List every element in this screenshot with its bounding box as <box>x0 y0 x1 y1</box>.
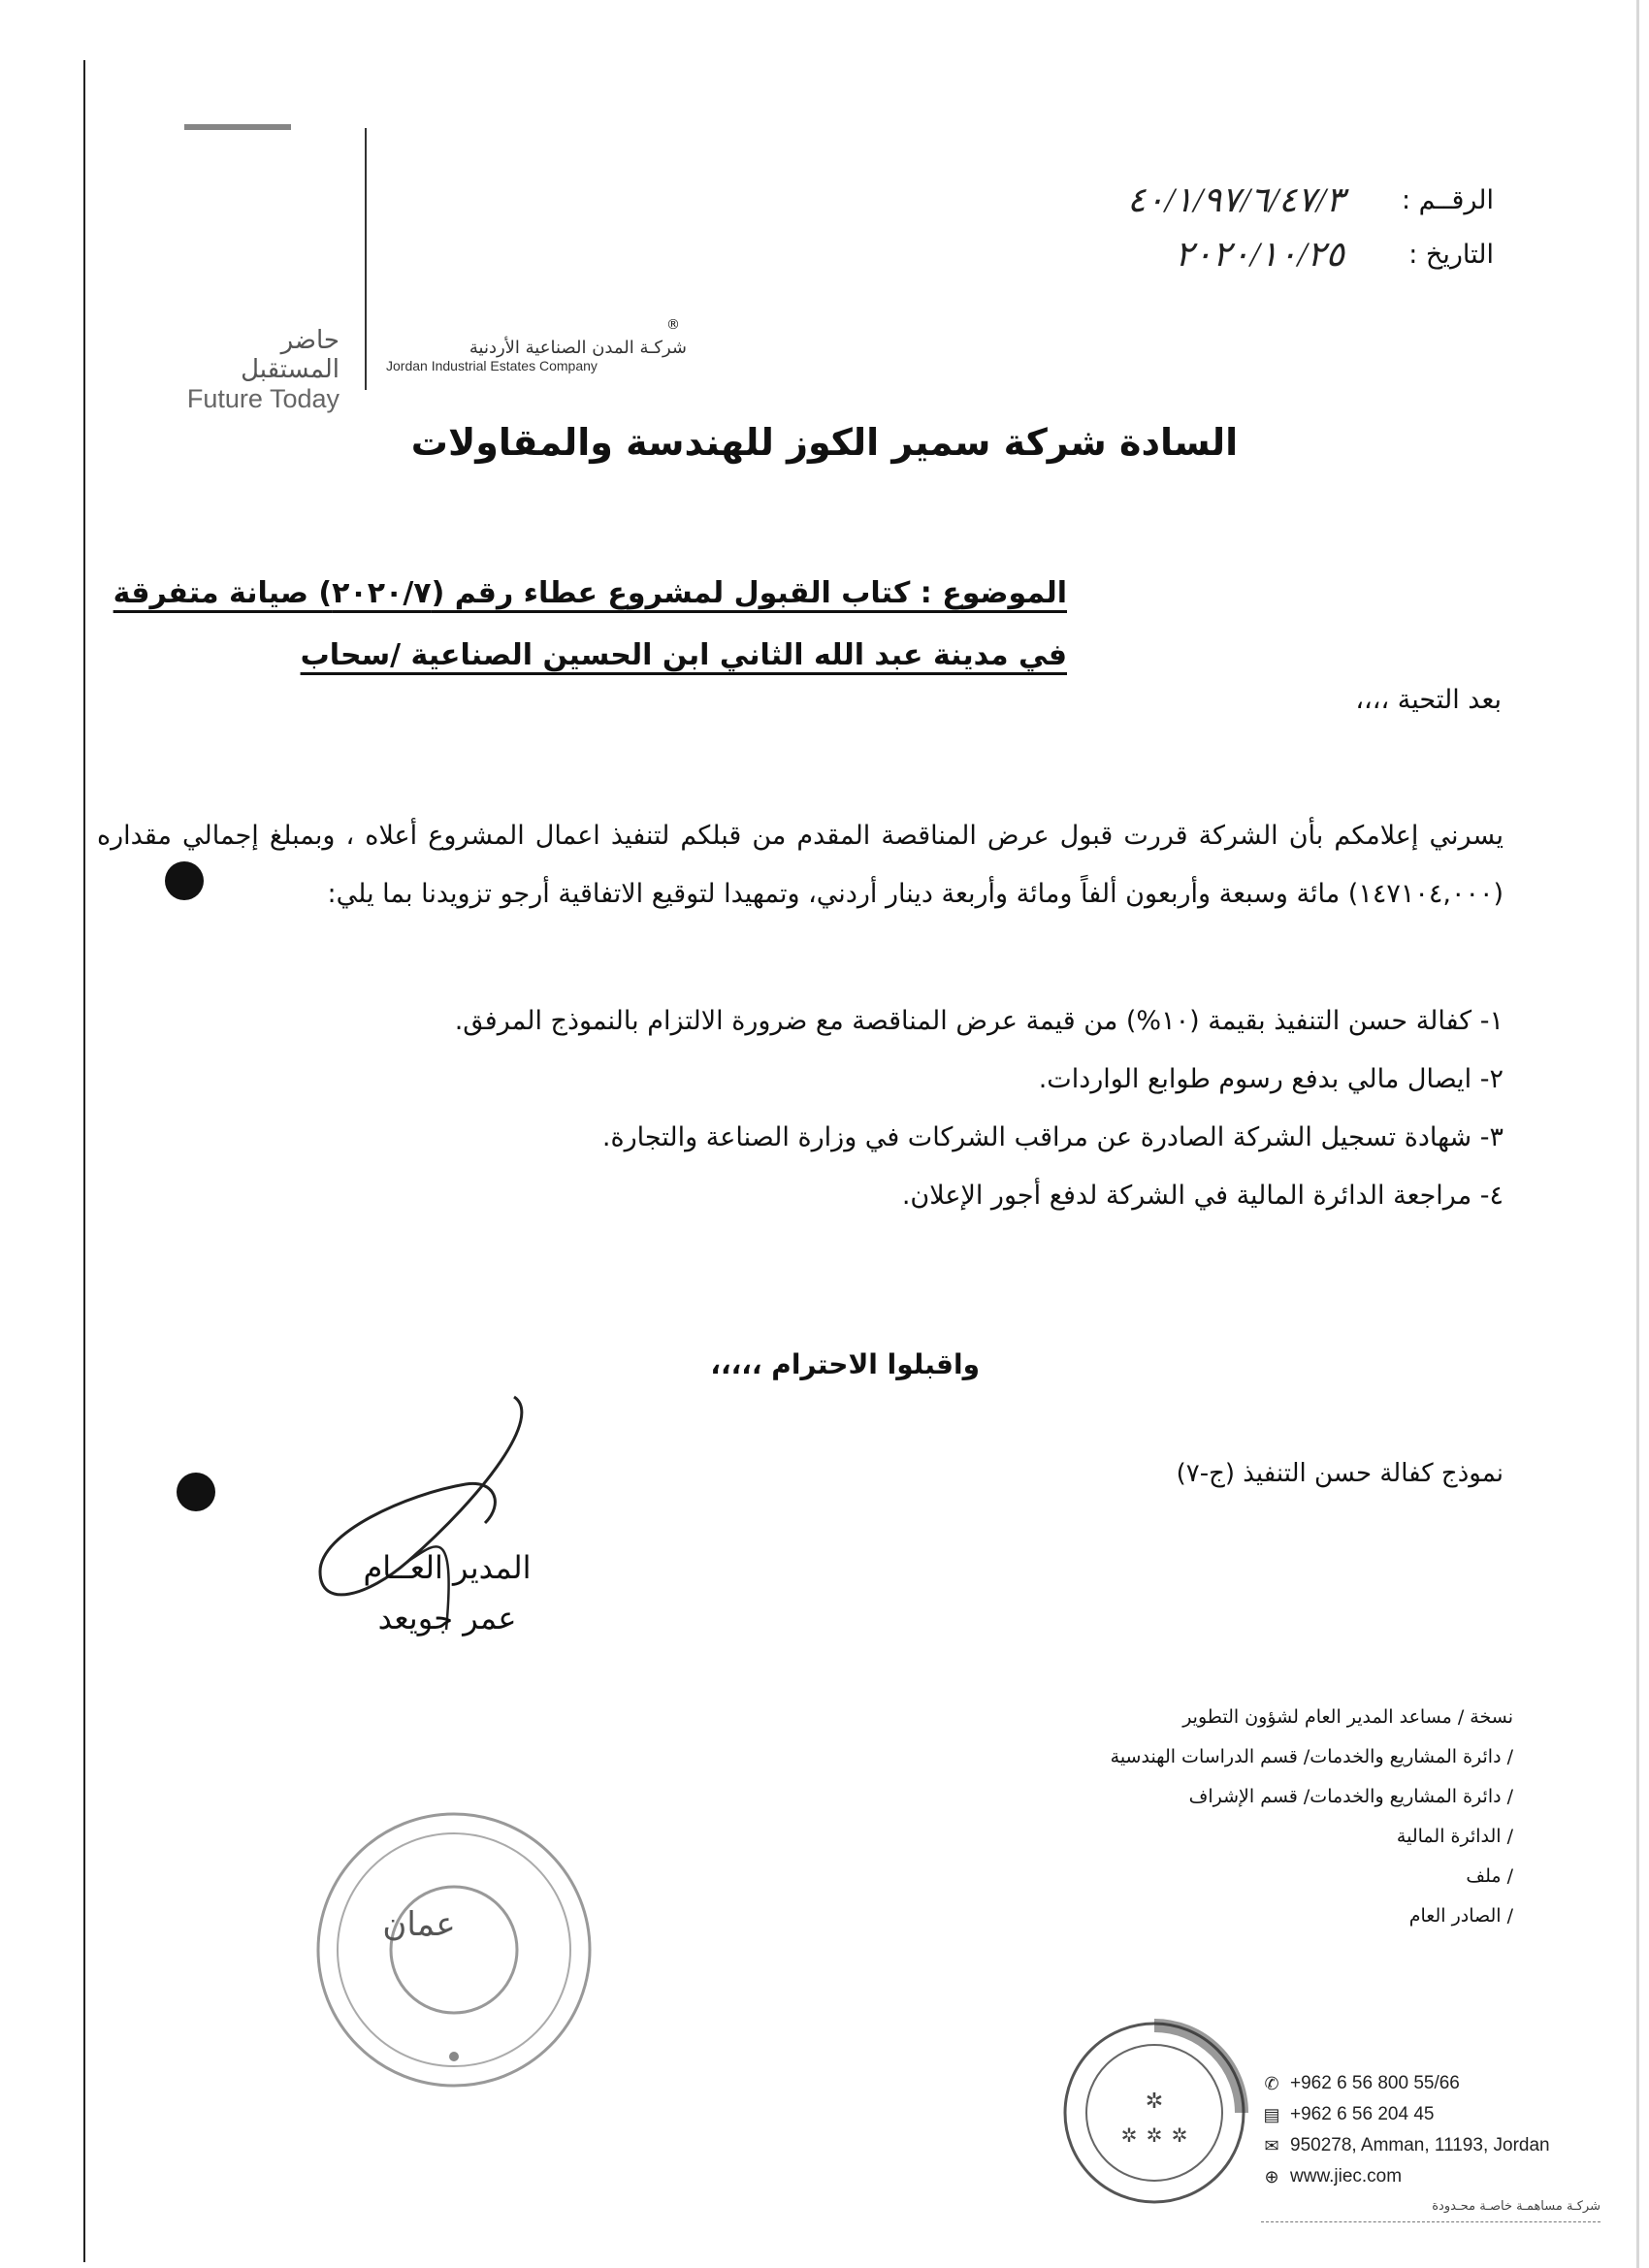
scan-mark <box>184 124 291 130</box>
signatory-name: عمر جويعد <box>377 1600 517 1636</box>
svg-text:✲: ✲ <box>1120 2123 1138 2147</box>
company-seal <box>308 1804 599 2095</box>
body-paragraph: يسرني إعلامكم بأن الشركة قررت قبول عرض المناقصة المقدم من قبلكم لتنفيذ اعمال المشروع أعلاه ، وبمبلغ إجمالي مقداره (١٤٧١٠٤,٠٠٠) مائة وسبعة وأربعون ألفاً ومائة وأربعة دينار أردني، وتمهيدا لتوقيع الاتفاقية أرجو تزويدنا بما يلي: <box>97 821 1504 909</box>
tagline-english: Future Today <box>186 384 340 413</box>
punch-hole <box>165 861 204 900</box>
form-reference: نموذج كفالة حسن التنفيذ (ج-٧) <box>1176 1459 1504 1488</box>
list-item: نسخة / مساعد المدير العام لشؤون التطوير <box>1182 1706 1513 1728</box>
closing: واقبلوا الاحترام ،،،،، <box>710 1348 980 1380</box>
reference-number-label: الرقــم : <box>1401 184 1494 215</box>
punch-hole <box>177 1473 215 1511</box>
signatory <box>316 1542 578 1643</box>
legal-form: شركـة مساهمـة خاصـة محـدودة <box>1261 2192 1600 2222</box>
phone-icon: ✆ <box>1264 2074 1279 2093</box>
subject-line-1: الموضوع : كتاب القبول لمشروع عطاء رقم (٢٠٢٠/٧) صيانة متفرقة <box>113 576 1067 610</box>
postal-address: 950278, Amman, 11193, Jordan <box>1290 2135 1550 2155</box>
company-name-arabic: شركـة المدن الصناعية الأردنية <box>469 338 687 358</box>
list-item: ١- كفالة حسن التنفيذ بقيمة (١٠%) من قيمة عرض المناقصة مع ضرورة الالتزام بالنموذج المرفق. <box>454 1005 1504 1036</box>
footer-contact <box>1261 2068 1600 2222</box>
list-item: / دائرة المشاريع والخدمات/ قسم الإشراف <box>1188 1786 1513 1807</box>
requirements-list <box>97 991 1504 1224</box>
list-item: / الصادر العام <box>1408 1905 1513 1927</box>
list-item: ٢- ايصال مالي بدفع رسوم طوابع الواردات. <box>1038 1063 1504 1094</box>
globe-icon: ⊕ <box>1264 2167 1279 2187</box>
date-value: ٢٠٢٠/١٠/٢٥ <box>1175 235 1344 274</box>
fax-number: +962 6 56 204 45 <box>1290 2104 1435 2124</box>
list-item: ٤- مراجعة الدائرة المالية في الشركة لدفع أجور الإعلان. <box>901 1180 1504 1211</box>
greeting: بعد التحية ،،،، <box>1355 685 1502 715</box>
seal-text: عمان <box>382 1905 456 1944</box>
list-item: / ملف <box>1466 1865 1513 1887</box>
svg-text:✲: ✲ <box>1171 2123 1188 2147</box>
website: www.jiec.com <box>1290 2166 1403 2187</box>
company-name-english: Jordan Industrial Estates Company <box>386 358 598 373</box>
fax-icon: ▤ <box>1263 2105 1280 2124</box>
copies-list <box>1111 1698 1513 1936</box>
registered-mark: ® <box>666 317 680 333</box>
addressee: السادة شركة سمير الكوز للهندسة والمقاولات <box>410 421 1239 464</box>
company-name <box>386 338 687 373</box>
tagline <box>175 326 340 414</box>
list-item: / دائرة المشاريع والخدمات/ قسم الدراسات الهندسية <box>1110 1746 1513 1767</box>
list-item: ٣- شهادة تسجيل الشركة الصادرة عن مراقب الشركات في وزارة الصناعة والتجارة. <box>601 1121 1504 1152</box>
list-item: / الدائرة المالية <box>1396 1826 1513 1847</box>
date-label: التاريخ : <box>1408 239 1494 270</box>
scan-edge <box>1636 0 1639 2268</box>
svg-text:✲: ✲ <box>1145 2090 1164 2114</box>
letterhead-divider <box>365 128 367 390</box>
reference-block <box>1127 173 1494 281</box>
phone-number: +962 6 56 800 55/66 <box>1290 2073 1460 2093</box>
excellence-emblem <box>1057 2016 1251 2210</box>
subject-line-2: في مدينة عبد الله الثاني ابن الحسين الصناعية /سحاب <box>300 638 1067 672</box>
tagline-arabic: حاضر المستقبل <box>241 326 340 384</box>
svg-text:✲: ✲ <box>1146 2123 1163 2147</box>
signatory-title: المدير العــام <box>363 1549 532 1586</box>
mailbox-icon: ✉ <box>1264 2136 1279 2155</box>
reference-number-value: ٤٠/١/٩٧/٦/٤٧/٣ <box>1126 180 1344 219</box>
subject <box>113 563 1067 687</box>
